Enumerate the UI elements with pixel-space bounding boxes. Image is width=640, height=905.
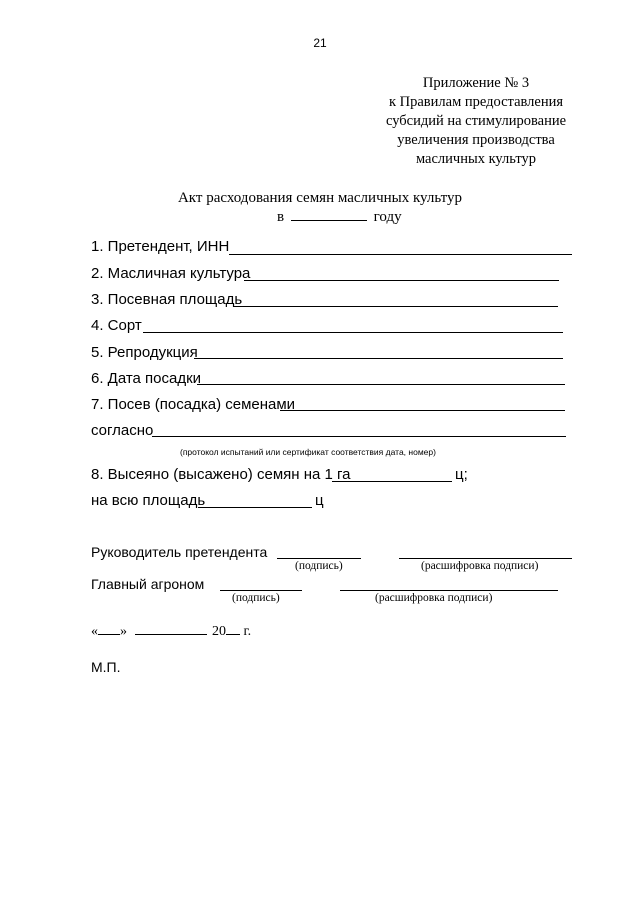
agronomist-signature-blank[interactable] xyxy=(220,590,302,591)
page-number: 21 xyxy=(313,36,327,50)
date-year-suffix: г. xyxy=(243,624,252,639)
annex-line: увеличения производства xyxy=(397,132,555,148)
field-according-hint: (протокол испытаний или сертификат соответствия дата, номер) xyxy=(180,447,436,457)
annex-line: масличных культур xyxy=(415,151,536,167)
stamp-place: М.П. xyxy=(91,659,121,675)
field-planting-date-label: 6. Дата посадки xyxy=(91,370,202,387)
field-per-ha-blank[interactable] xyxy=(332,481,452,482)
field-applicant-label: 1. Претендент, ИНН xyxy=(91,238,230,255)
date-year-blank[interactable] xyxy=(226,634,240,635)
field-planting-date-blank[interactable] xyxy=(197,384,565,385)
field-area-label: 3. Посевная площадь xyxy=(91,291,243,308)
year-blank[interactable] xyxy=(291,220,367,221)
field-per-ha-unit: ц; xyxy=(455,466,468,483)
year-suffix: году xyxy=(373,209,402,225)
field-according-blank[interactable] xyxy=(152,436,566,437)
act-year-line xyxy=(277,209,402,226)
field-sowing-blank[interactable] xyxy=(280,410,565,411)
field-variety-blank[interactable] xyxy=(143,332,563,333)
field-reproduction-blank[interactable] xyxy=(194,358,563,359)
field-total-blank[interactable] xyxy=(198,507,312,508)
head-signature-caption: (подпись) xyxy=(295,560,343,572)
head-signature-blank[interactable] xyxy=(277,558,361,559)
field-per-ha-label: 8. Высеяно (высажено) семян на 1 га xyxy=(91,466,351,483)
agronomist-decode-blank[interactable] xyxy=(340,590,558,591)
act-title: Акт расходования семян масличных культур xyxy=(177,190,463,206)
year-prefix: в xyxy=(277,209,285,225)
field-reproduction-label: 5. Репродукция xyxy=(91,344,198,361)
agronomist-signature-caption: (подпись) xyxy=(232,592,280,604)
field-area-blank[interactable] xyxy=(233,306,558,307)
agronomist-signature-label: Главный агроном xyxy=(91,576,205,592)
field-total-unit: ц xyxy=(315,492,324,509)
head-decode-blank[interactable] xyxy=(399,558,572,559)
date-month-blank[interactable] xyxy=(135,634,207,635)
date-open-quote: « xyxy=(91,624,98,639)
field-total-label: на всю площадь xyxy=(91,492,206,509)
head-signature-label: Руководитель претендента xyxy=(91,544,268,560)
annex-line: субсидий на стимулирование xyxy=(385,113,567,129)
annex-header xyxy=(370,74,582,169)
date-line xyxy=(91,624,251,640)
head-decode-caption: (расшифровка подписи) xyxy=(421,560,539,572)
field-crop-label: 2. Масличная культура xyxy=(91,265,251,282)
date-close-quote: » xyxy=(120,624,127,639)
date-day-blank[interactable] xyxy=(98,634,120,635)
annex-line: Приложение № 3 xyxy=(422,75,530,91)
field-according-label: согласно xyxy=(91,422,154,439)
date-century: 20 xyxy=(212,624,226,639)
field-variety-label: 4. Сорт xyxy=(91,317,142,334)
field-applicant-blank[interactable] xyxy=(229,254,572,255)
agronomist-decode-caption: (расшифровка подписи) xyxy=(375,592,493,604)
field-crop-blank[interactable] xyxy=(244,280,559,281)
annex-line: к Правилам предоставления xyxy=(388,94,564,110)
field-sowing-label: 7. Посев (посадка) семенами xyxy=(91,396,296,413)
